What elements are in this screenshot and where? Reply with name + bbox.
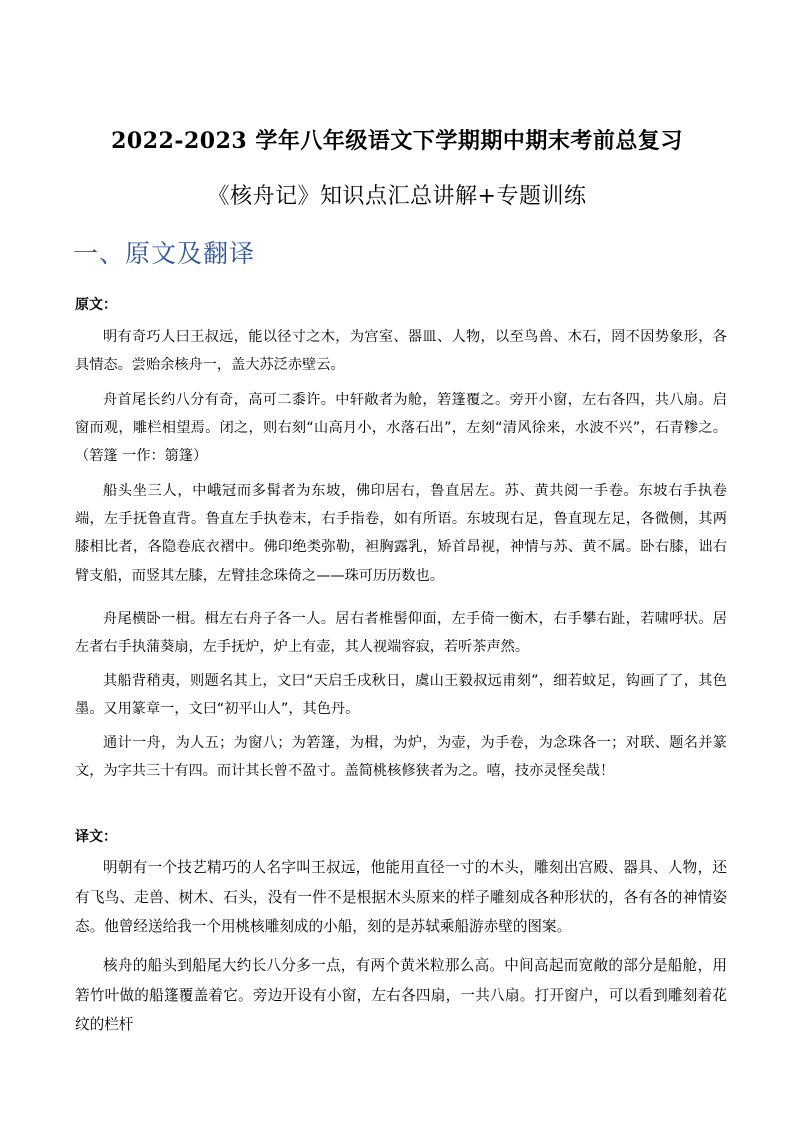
original-paragraph: 舟尾横卧一楫。楫左右舟子各一人。居右者椎髻仰面，左手倚一衡木，右手攀右趾，若啸呼状。居左者右手执蒲葵扇，左手抚炉，炉上有壶，其人视端容寂，若听茶声然。 [75,611,727,656]
translation-paragraph: 核舟的船头到船尾大约长八分多一点，有两个黄米粒那么高。中间高起而宽敞的部分是船舱，用箬竹叶做的船篷覆盖着它。旁边开设有小窗，左右各四扇，一共八扇。打开窗户，可以看到雕刻着花纹的栏杆 [75,957,727,1033]
original-paragraph: 通计一舟，为人五；为窗八；为箬篷，为楫，为炉，为壶，为手卷，为念珠各一；对联、题名并篆文，为字共三十有四。而计其长曾不盈寸。盖简桃核修狭者为之。嘻，技亦灵怪矣哉！ [75,735,727,780]
translation-paragraph: 明朝有一个技艺精巧的人名字叫王叔远，他能用直径一寸的木头，雕刻出宫殿、器具、人物，还有飞鸟、走兽、树木、石头，没有一件不是根据木头原来的样子雕刻成各种形状的，各有各的神情姿态。他曾经送给我一个用桃核雕刻成的小船，刻的是苏轼乘船游赤壁的图案。 [75,859,727,935]
section-heading: 一、原文及翻译 [73,239,256,268]
translation-label: 译文： [75,829,117,845]
original-paragraph: 舟首尾长约八分有奇，高可二黍许。中轩敞者为舱，箬篷覆之。旁开小窗，左右各四，共八扇。启窗而观，雕栏相望焉。闭之，则右刻“山高月小，水落石出”，左刻“清风徐来，水波不兴”，石青糁之。（箬篷 一作：篛篷） [75,392,727,465]
document-title: 2022-2023 学年八年级语文下学期期中期末考前总复习 [111,128,683,154]
original-paragraph: 船头坐三人，中峨冠而多髯者为东坡，佛印居右，鲁直居左。苏、黄共阅一手卷。东坡右手执卷端，左手抚鲁直背。鲁直左手执卷末，右手指卷，如有所语。东坡现右足，鲁直现左足，各微侧，其两膝相比者，各隐卷底衣褶中。佛印绝类弥勒，袒胸露乳，矫首昂视，神情与苏、黄不属。卧右膝，诎右臂支船，而竖其左膝，左臂挂念珠倚之——珠可历历数也。 [75,483,727,584]
original-text-label: 原文： [75,297,117,313]
original-paragraph: 明有奇巧人曰王叔远，能以径寸之木，为宫室、器皿、人物，以至鸟兽、木石，罔不因势象形，各具情态。尝贻余核舟一，盖大苏泛赤壁云。 [75,329,727,374]
document-subtitle: 《核舟记》知识点汇总讲解+专题训练 [207,184,587,209]
original-paragraph: 其船背稍夷，则题名其上，文曰“天启壬戌秋日，虞山王毅叔远甫刻”，细若蚊足，钩画了了，其色墨。又用篆章一，文曰“初平山人”，其色丹。 [75,673,727,718]
